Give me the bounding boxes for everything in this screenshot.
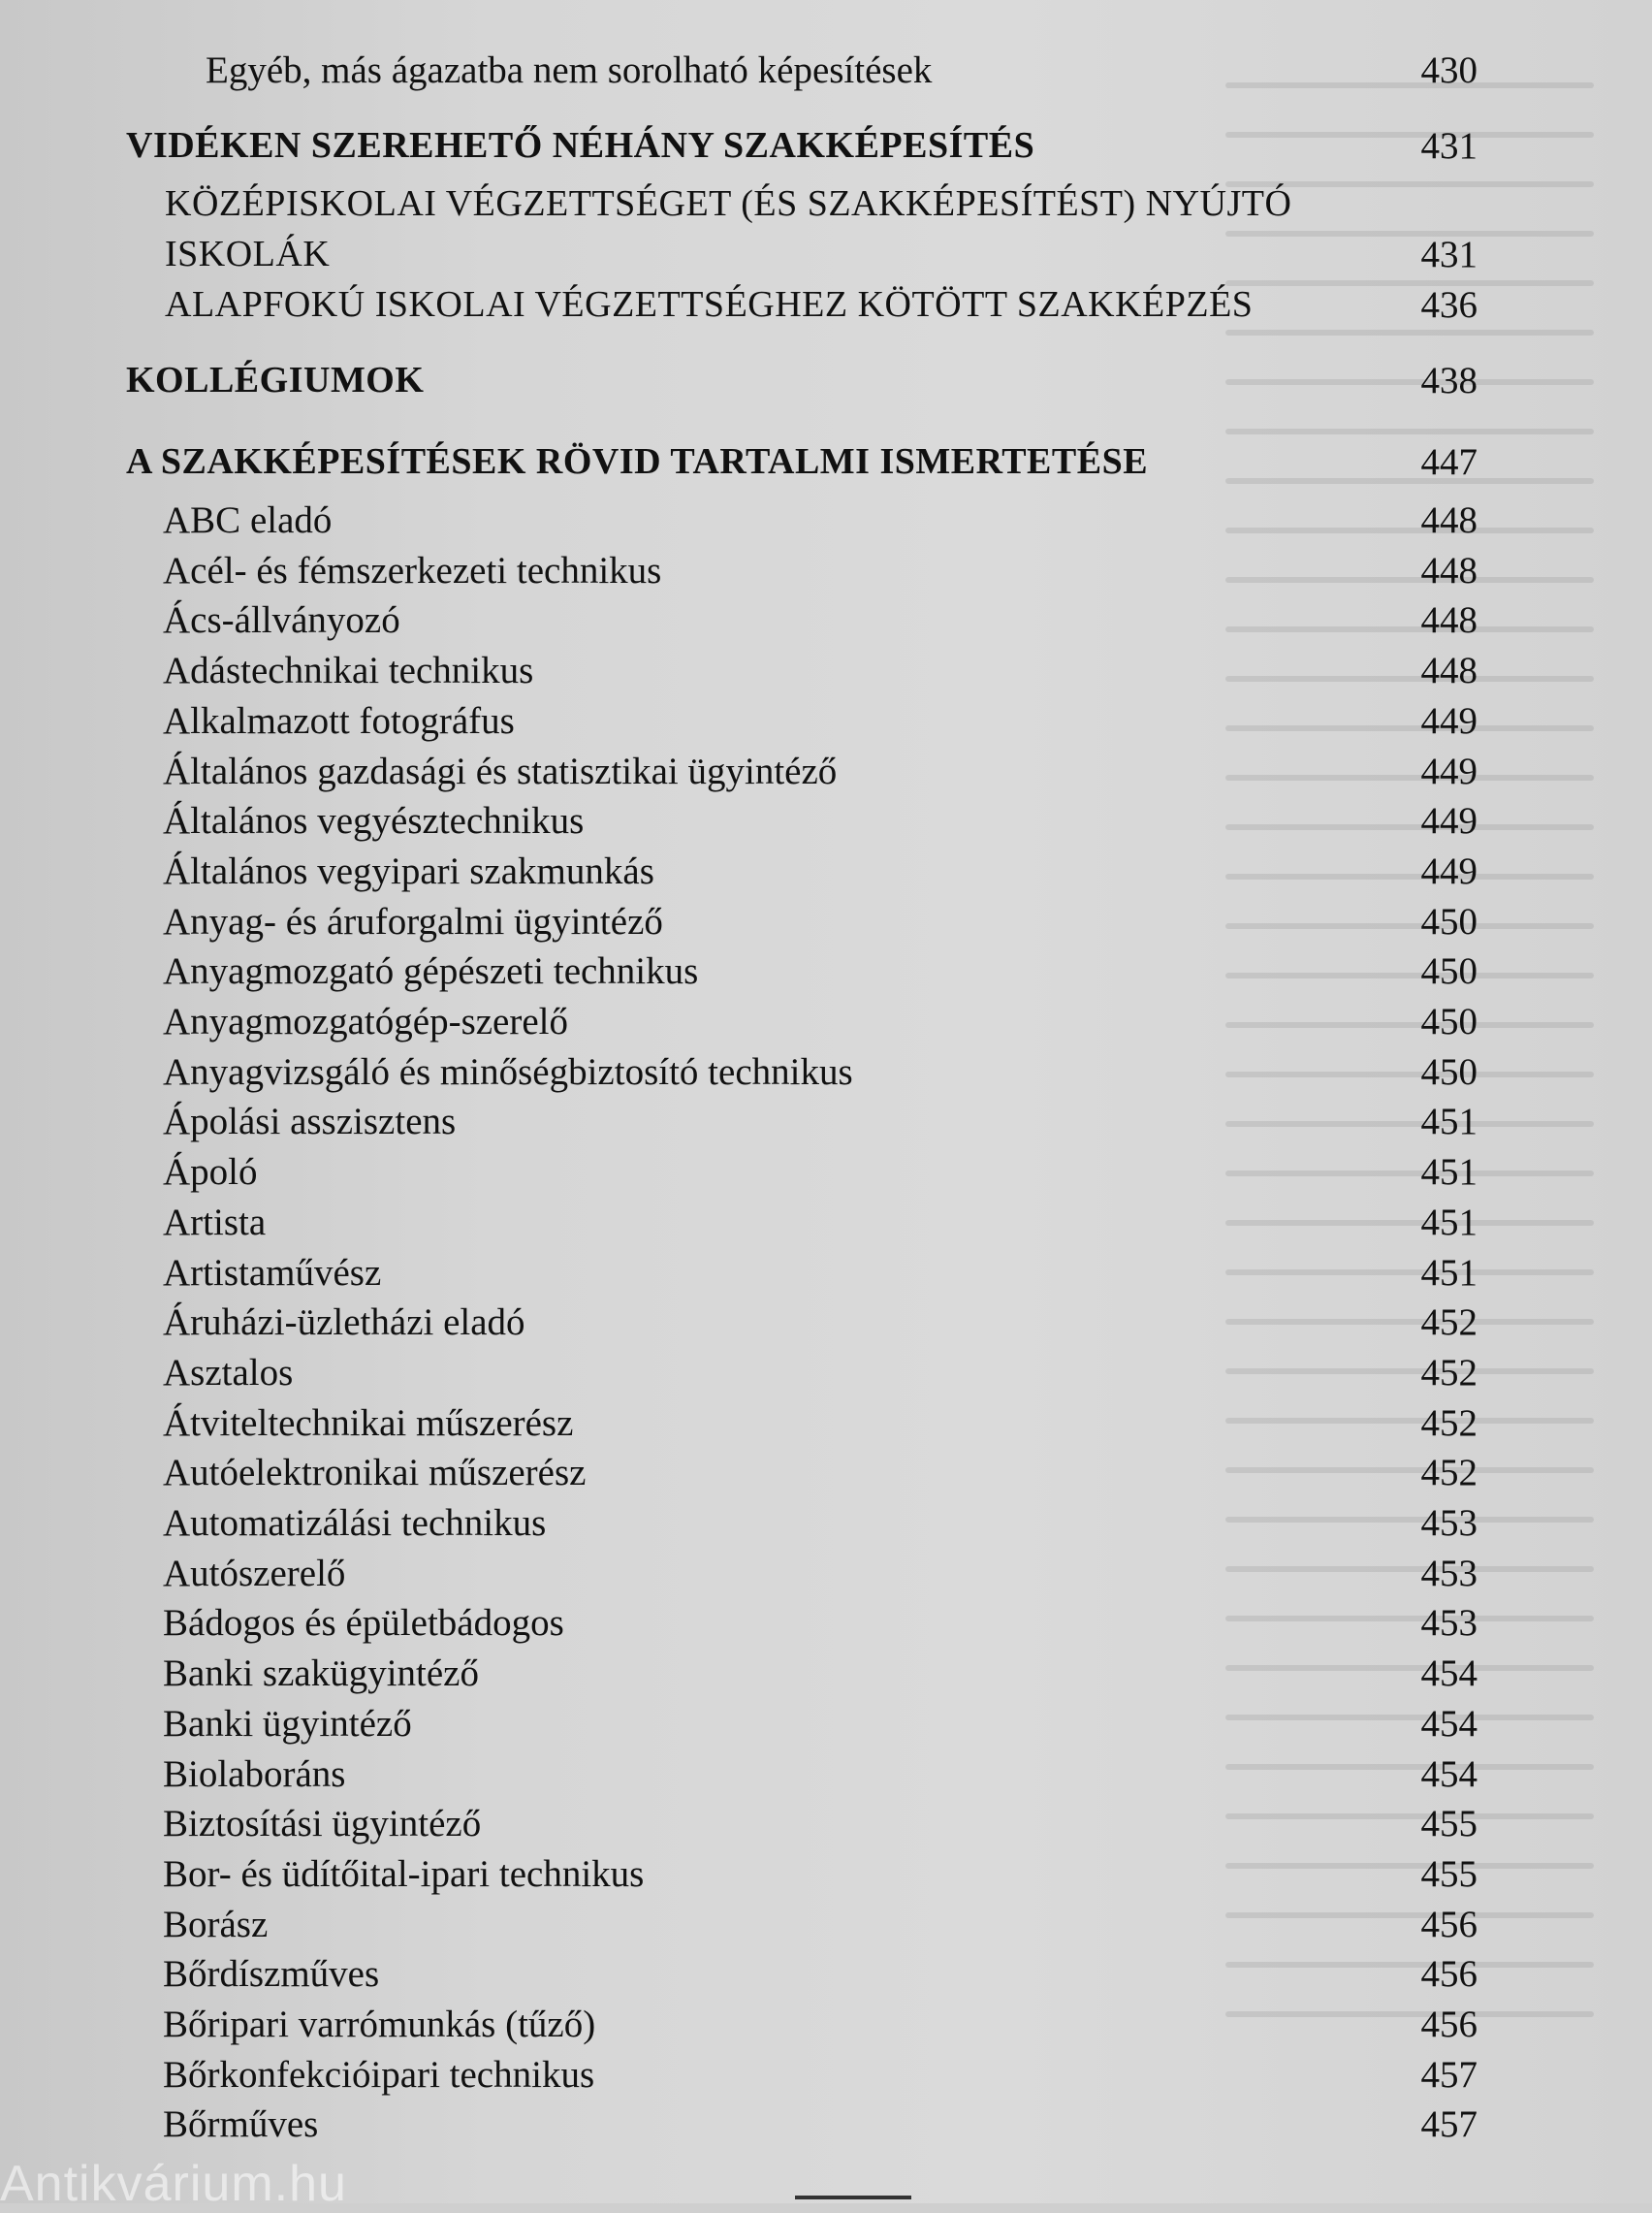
- toc-entry-page: 455: [1420, 1853, 1477, 1895]
- toc-entry-title: Bor- és üdítőital-ipari technikus: [163, 1853, 645, 1895]
- section-heading: A SZAKKÉPESÍTÉSEK RÖVID TARTALMI ISMERTETÉSE: [126, 441, 1149, 482]
- toc-entry-title: Bádogos és épületbádogos: [163, 1602, 564, 1644]
- toc-entry-title: Artistaművész: [163, 1252, 382, 1294]
- toc-entry-page: 456: [1420, 1904, 1477, 1945]
- toc-entry-title: Bőripari varrómunkás (tűző): [163, 2004, 596, 2045]
- section-page: 431: [1420, 125, 1477, 167]
- toc-entry-title: Biolaboráns: [163, 1753, 346, 1795]
- toc-entry-title: Általános vegyésztechnikus: [163, 800, 585, 842]
- toc-entry-title: Anyagvizsgáló és minőségbiztosító technikus: [163, 1051, 853, 1093]
- toc-entry-page: 454: [1420, 1652, 1477, 1694]
- toc-entry-page: 450: [1420, 1051, 1477, 1093]
- toc-entry-page: 452: [1420, 1352, 1477, 1394]
- toc-entry-title: Autóelektronikai műszerész: [163, 1452, 587, 1493]
- toc-entry-page: 453: [1420, 1553, 1477, 1594]
- toc-entry-page: 449: [1420, 700, 1477, 742]
- toc-entry-title: Ápoló: [163, 1151, 258, 1193]
- toc-entry-page: 456: [1420, 2004, 1477, 2045]
- toc-entry-title: Asztalos: [163, 1352, 294, 1394]
- subsection-heading: ALAPFOKÚ ISKOLAI VÉGZETTSÉGHEZ KÖTÖTT SZAKKÉPZÉS: [165, 284, 1254, 325]
- section-page: 447: [1420, 441, 1477, 483]
- toc-entry-title: Általános vegyipari szakmunkás: [163, 850, 654, 892]
- toc-entry-page: 430: [1420, 49, 1477, 91]
- toc-entry-page: 455: [1420, 1803, 1477, 1844]
- toc-entry-title: Ács-állványozó: [163, 599, 400, 641]
- subsection-heading-cont: ISKOLÁK: [165, 234, 331, 274]
- toc-entry-page: 453: [1420, 1502, 1477, 1544]
- toc-entry-title: Bőrdíszműves: [163, 1953, 380, 1995]
- toc-entry-page: 452: [1420, 1301, 1477, 1343]
- toc-entry-title: Anyag- és áruforgalmi ügyintéző: [163, 901, 663, 943]
- toc-entry-title: ABC eladó: [163, 499, 333, 541]
- toc-entry-page: 451: [1420, 1101, 1477, 1142]
- toc-entry-title: Banki ügyintéző: [163, 1703, 412, 1745]
- subsection-page: 436: [1420, 284, 1477, 326]
- toc-entry-title: Alkalmazott fotográfus: [163, 700, 515, 742]
- toc-entry-page: 448: [1420, 550, 1477, 592]
- section-heading: VIDÉKEN SZEREHETŐ NÉHÁNY SZAKKÉPESÍTÉS: [126, 125, 1035, 166]
- toc-entry-title: Automatizálási technikus: [163, 1502, 547, 1544]
- toc-entry-page: 452: [1420, 1452, 1477, 1493]
- toc-entry-title: Anyagmozgató gépészeti technikus: [163, 950, 699, 992]
- toc-entry-page: 450: [1420, 950, 1477, 992]
- section-heading: KOLLÉGIUMOK: [126, 360, 425, 401]
- toc-entry-page: 450: [1420, 901, 1477, 943]
- page-rule: [795, 2196, 911, 2199]
- toc-entry-title: Acél- és fémszerkezeti technikus: [163, 550, 662, 592]
- toc-entry-page: 454: [1420, 1703, 1477, 1745]
- toc-entry-title: Egyéb, más ágazatba nem sorolható képesítések: [206, 49, 933, 91]
- toc-entry-page: 450: [1420, 1001, 1477, 1042]
- toc-entry-page: 448: [1420, 599, 1477, 641]
- toc-entry-title: Bőrkonfekcióipari technikus: [163, 2054, 595, 2096]
- toc-entry-page: 457: [1420, 2054, 1477, 2096]
- toc-entry-title: Biztosítási ügyintéző: [163, 1803, 482, 1844]
- toc-entry-title: Áruházi-üzletházi eladó: [163, 1301, 525, 1343]
- toc-entry-page: 454: [1420, 1753, 1477, 1795]
- toc-entry-title: Artista: [163, 1202, 267, 1243]
- toc-entry-page: 451: [1420, 1151, 1477, 1193]
- toc-entry-page: 449: [1420, 850, 1477, 892]
- toc-entry-page: 449: [1420, 751, 1477, 792]
- show-through-text: [1225, 39, 1594, 2124]
- toc-entry-title: Borász: [163, 1904, 269, 1945]
- toc-entry-page: 451: [1420, 1202, 1477, 1243]
- toc-entry-page: 453: [1420, 1602, 1477, 1644]
- toc-entry-title: Bőrműves: [163, 2103, 319, 2145]
- section-page: 438: [1420, 360, 1477, 401]
- toc-entry-title: Általános gazdasági és statisztikai ügyintéző: [163, 751, 838, 792]
- subsection-page: 431: [1420, 234, 1477, 275]
- toc-entry-page: 452: [1420, 1402, 1477, 1444]
- toc-entry-title: Ápolási asszisztens: [163, 1101, 457, 1142]
- toc-entry-title: Adástechnikai technikus: [163, 650, 534, 691]
- toc-entry-page: 448: [1420, 650, 1477, 691]
- toc-entry-title: Banki szakügyintéző: [163, 1652, 479, 1694]
- toc-entry-page: 448: [1420, 499, 1477, 541]
- toc-entry-page: 456: [1420, 1953, 1477, 1995]
- subsection-heading: KÖZÉPISKOLAI VÉGZETTSÉGET (ÉS SZAKKÉPESÍTÉST) NYÚJTÓ: [165, 183, 1292, 224]
- toc-entry-title: Átviteltechnikai műszerész: [163, 1402, 574, 1444]
- toc-entry-title: Autószerelő: [163, 1553, 346, 1594]
- toc-entry-page: 457: [1420, 2103, 1477, 2145]
- toc-entry-page: 451: [1420, 1252, 1477, 1294]
- watermark: Antikvárium.hu: [0, 2156, 347, 2212]
- toc-entry-title: Anyagmozgatógép-szerelő: [163, 1001, 568, 1042]
- toc-entry-page: 449: [1420, 800, 1477, 842]
